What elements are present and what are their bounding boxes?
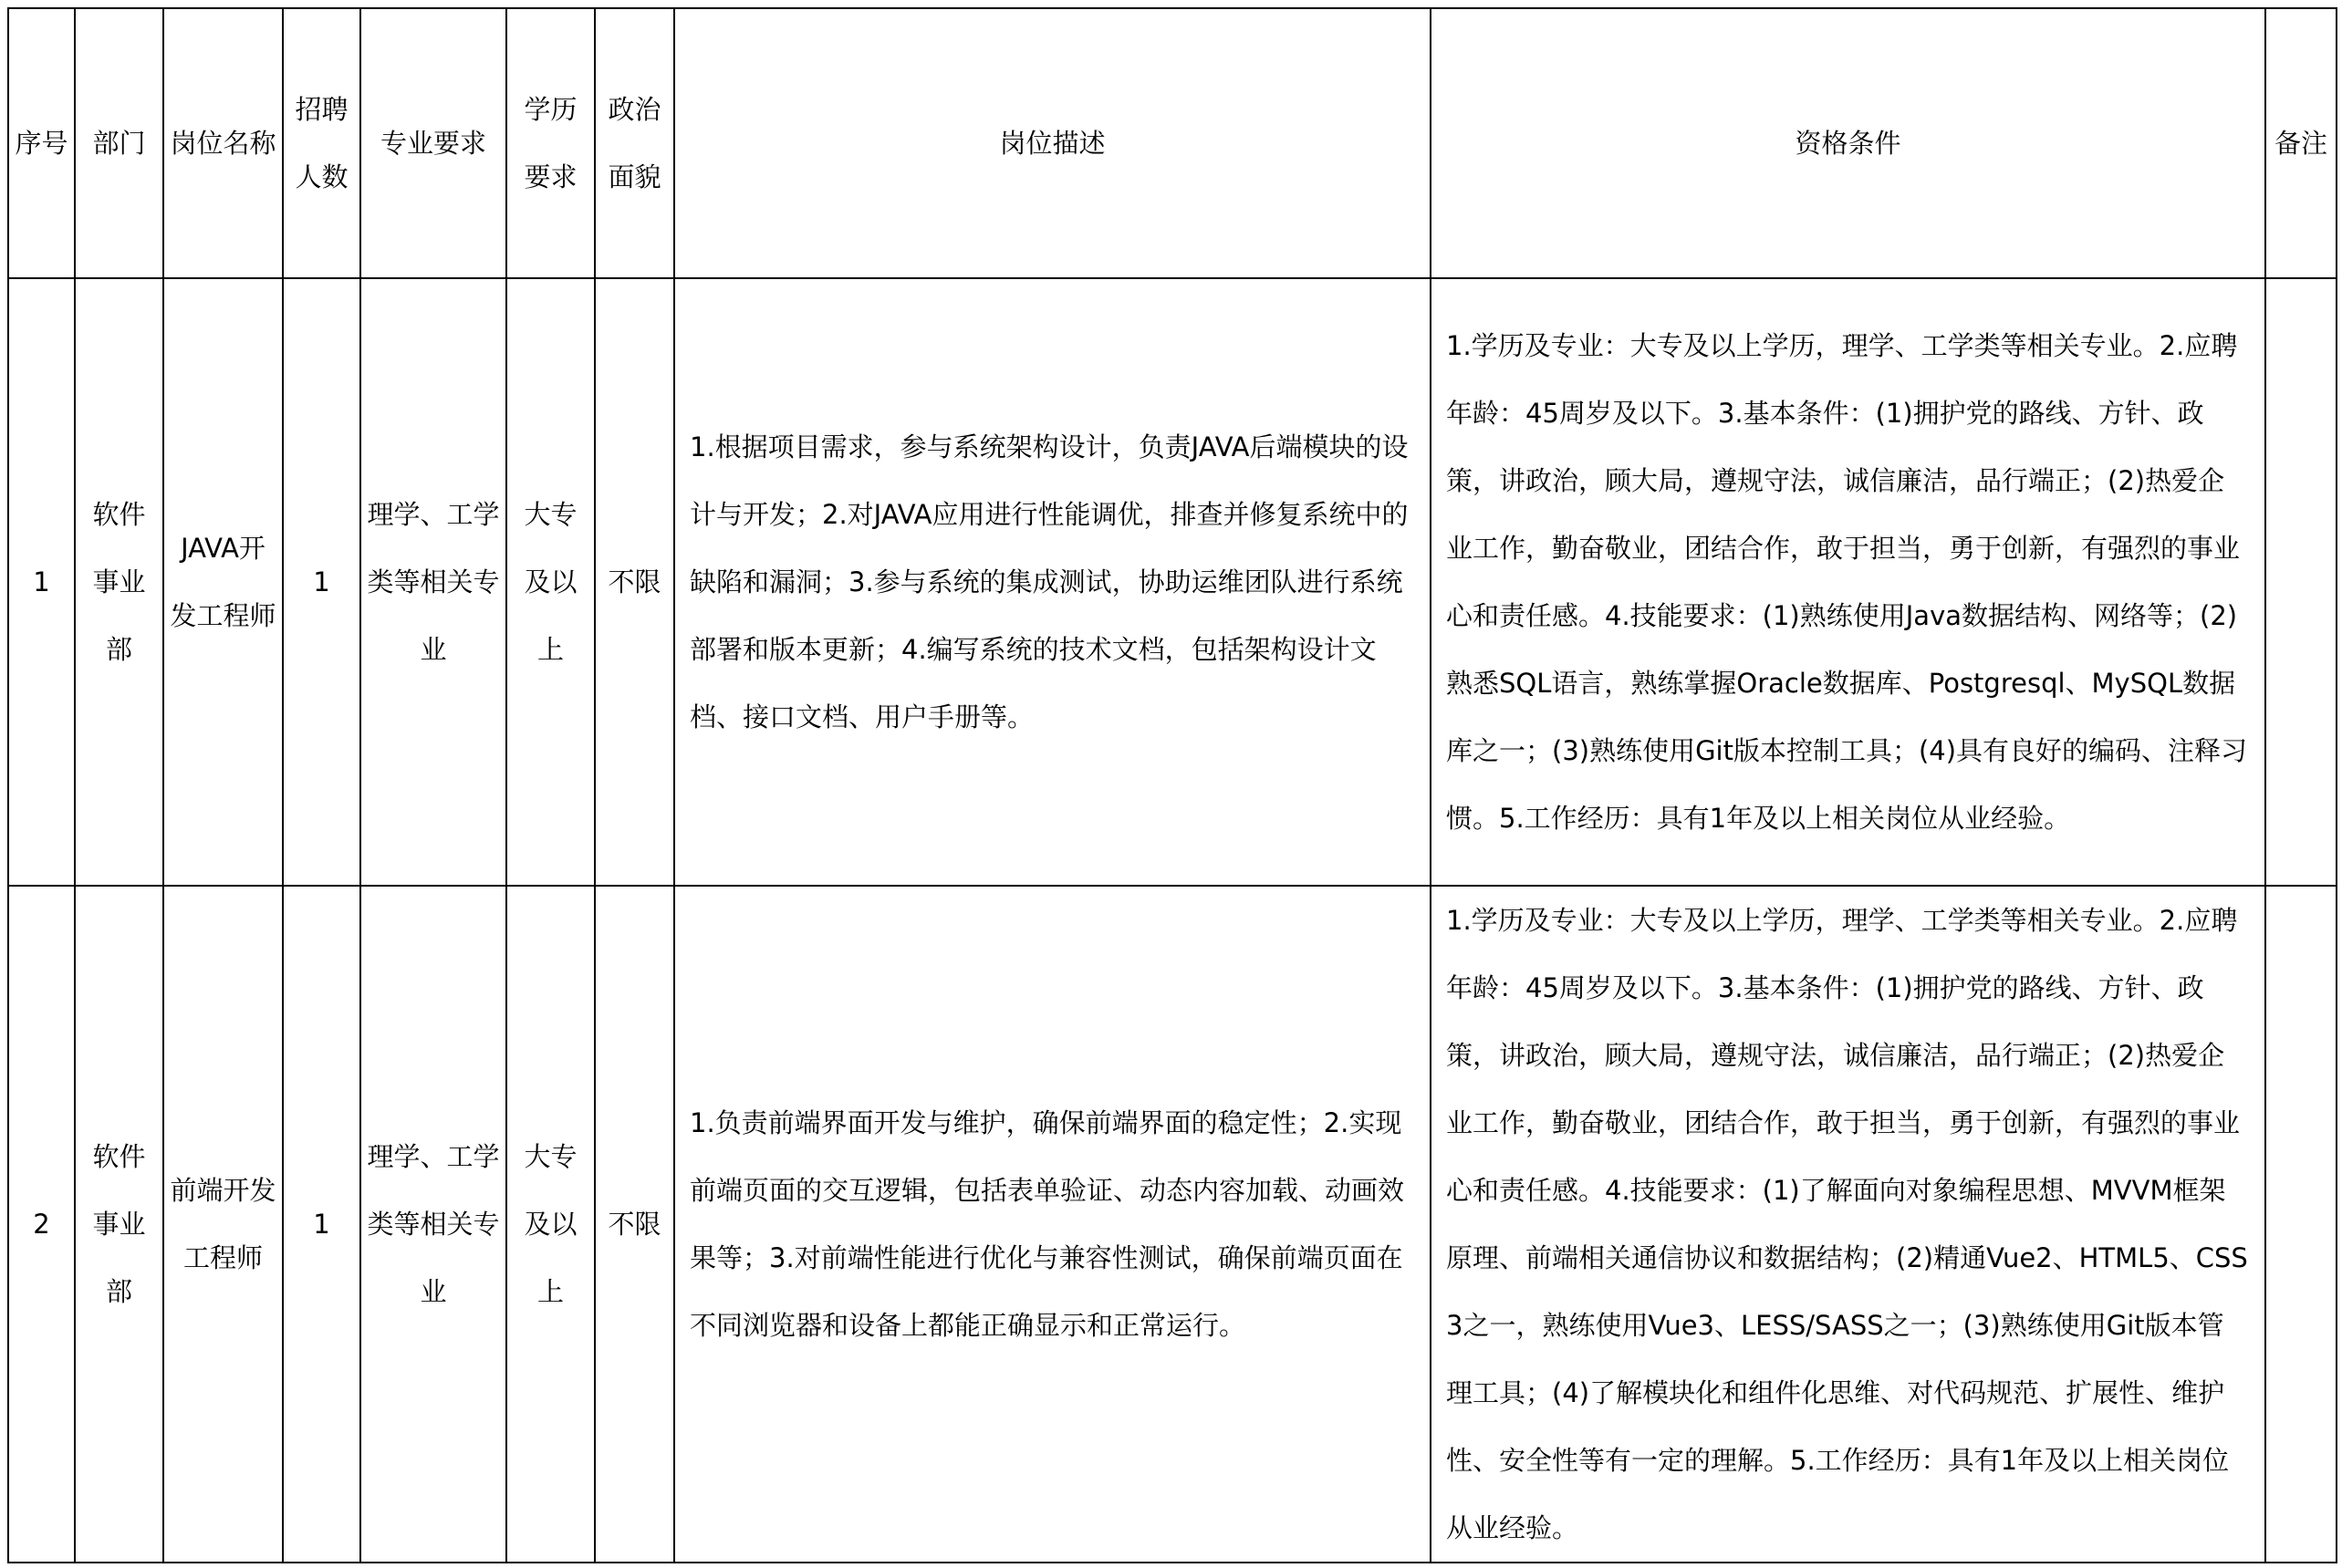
cell-remarks (2265, 886, 2337, 1563)
cell-education: 大专及以上 (506, 278, 595, 886)
cell-dept: 软件事业部 (75, 886, 163, 1563)
cell-political: 不限 (595, 886, 674, 1563)
cell-major: 理学、工学类等相关专业 (360, 886, 506, 1563)
cell-description: 1.根据项目需求，参与系统架构设计，负责JAVA后端模块的设计与开发；2.对JAVA应用进行性能调优，排查并修复系统中的缺陷和漏洞；3.参与系统的集成测试，协助运维团队进行系统部署和版本更新；4.编写系统的技术文档，包括架构设计文档、接口文档、用户手册等。 (674, 278, 1431, 886)
table-header-row (8, 8, 2337, 278)
cell-qualifications: 1.学历及专业：大专及以上学历，理学、工学类等相关专业。2.应聘年龄：45周岁及以下。3.基本条件：(1)拥护党的路线、方针、政策，讲政治，顾大局，遵规守法，诚信廉洁，品行端正；(2)热爱企业工作，勤奋敬业，团结合作，敢于担当，勇于创新，有强烈的事业心和责任感。4.技能要求：(1)熟练使用Java数据结构、网络等；(2)熟悉SQL语言，熟练掌握Oracle数据库、Postgresql、MySQL数据库之一；(3)熟练使用Git版本控制工具；(4)具有良好的编码、注释习惯。5.工作经历：具有1年及以上相关岗位从业经验。 (1431, 278, 2265, 886)
header-seq: 序号 (8, 8, 75, 278)
table-row (8, 886, 2337, 1563)
cell-dept: 软件事业部 (75, 278, 163, 886)
header-remarks: 备注 (2265, 8, 2337, 278)
header-major: 专业要求 (360, 8, 506, 278)
cell-political: 不限 (595, 278, 674, 886)
cell-position: JAVA开发工程师 (163, 278, 283, 886)
cell-description: 1.负责前端界面开发与维护，确保前端界面的稳定性；2.实现前端页面的交互逻辑，包括表单验证、动态内容加载、动画效果等；3.对前端性能进行优化与兼容性测试，确保前端页面在不同浏览器和设备上都能正确显示和正常运行。 (674, 886, 1431, 1563)
recruitment-table (7, 7, 2337, 1563)
header-description: 岗位描述 (674, 8, 1431, 278)
table-row (8, 278, 2337, 886)
cell-count: 1 (283, 886, 360, 1563)
header-political: 政治面貌 (595, 8, 674, 278)
header-qualifications: 资格条件 (1431, 8, 2265, 278)
header-dept: 部门 (75, 8, 163, 278)
cell-education: 大专及以上 (506, 886, 595, 1563)
cell-remarks (2265, 278, 2337, 886)
cell-count: 1 (283, 278, 360, 886)
cell-qualifications: 1.学历及专业：大专及以上学历，理学、工学类等相关专业。2.应聘年龄：45周岁及以下。3.基本条件：(1)拥护党的路线、方针、政策，讲政治，顾大局，遵规守法，诚信廉洁，品行端正；(2)热爱企业工作，勤奋敬业，团结合作，敢于担当，勇于创新，有强烈的事业心和责任感。4.技能要求：(1)了解面向对象编程思想、MVVM框架原理、前端相关通信协议和数据结构；(2)精通Vue2、HTML5、CSS3之一，熟练使用Vue3、LESS/SASS之一；(3)熟练使用Git版本管理工具；(4)了解模块化和组件化思维、对代码规范、扩展性、维护性、安全性等有一定的理解。5.工作经历：具有1年及以上相关岗位从业经验。 (1431, 886, 2265, 1563)
cell-position: 前端开发工程师 (163, 886, 283, 1563)
cell-seq: 1 (8, 278, 75, 886)
header-count: 招聘人数 (283, 8, 360, 278)
cell-seq: 2 (8, 886, 75, 1563)
header-education: 学历要求 (506, 8, 595, 278)
header-position: 岗位名称 (163, 8, 283, 278)
cell-major: 理学、工学类等相关专业 (360, 278, 506, 886)
